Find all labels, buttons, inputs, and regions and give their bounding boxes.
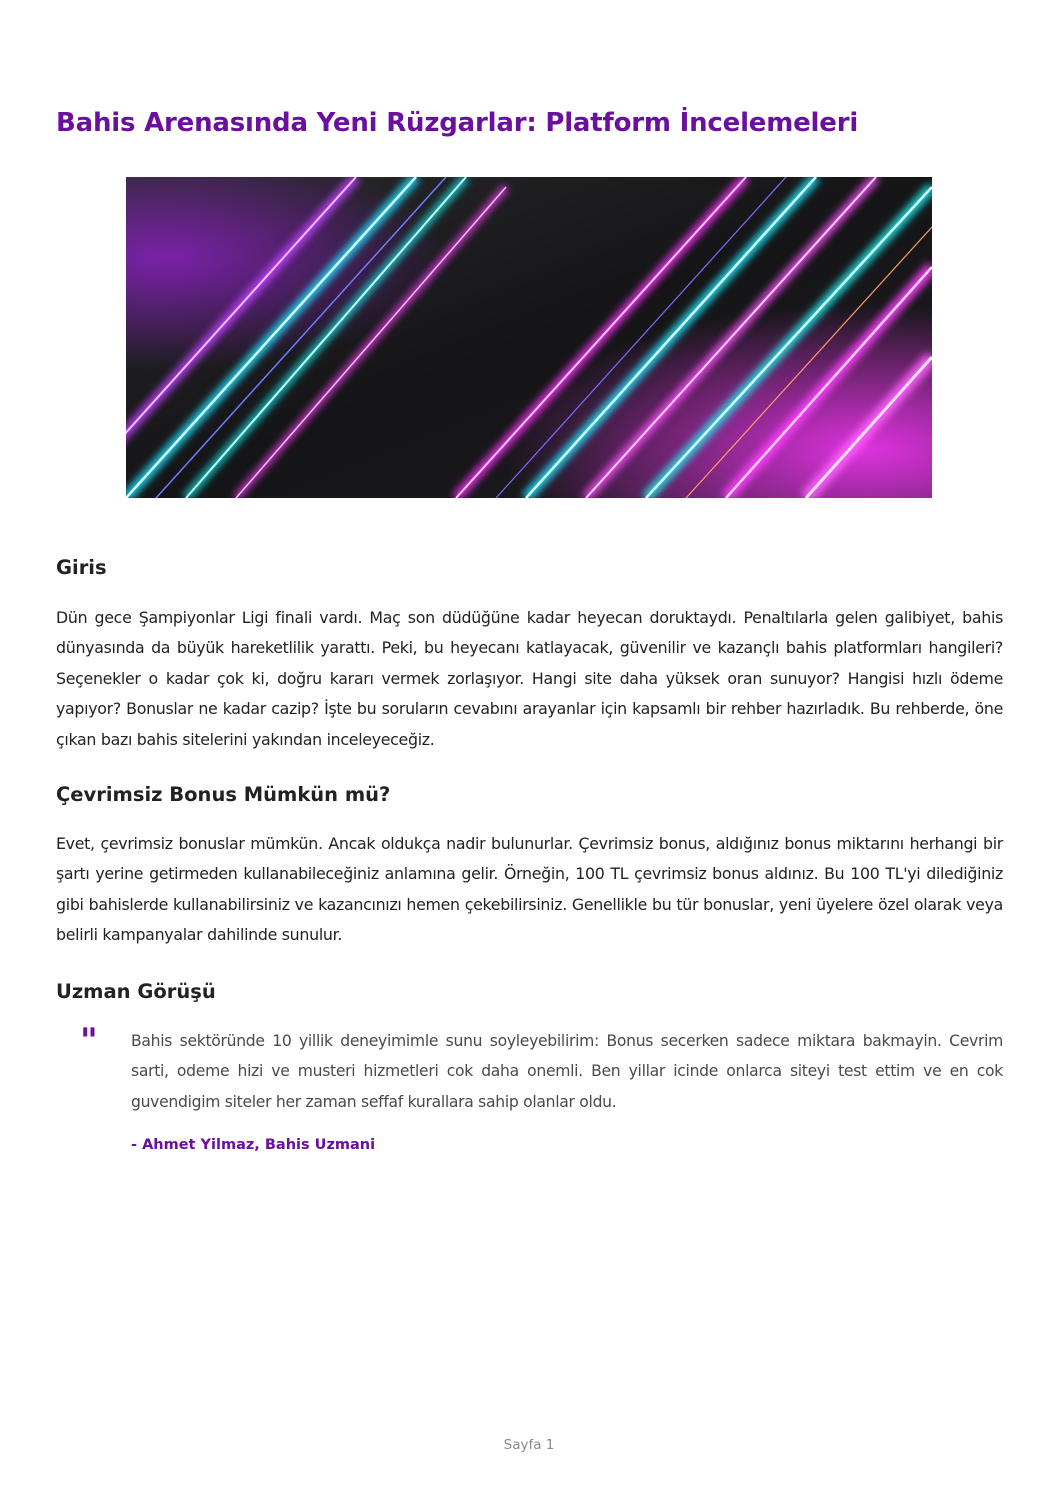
section-heading: Uzman Görüşü: [56, 980, 216, 1003]
section-heading: Çevrimsiz Bonus Mümkün mü?: [56, 783, 391, 806]
section-bonus: [56, 783, 1003, 806]
section-paragraph: Evet, çevrimsiz bonuslar mümkün. Ancak oldukça nadir bulunurlar. Çevrimsiz bonus, aldığınız bonus miktarını herhangi bir şartı yerine getirmeden kullanabileceğiniz anlamına gelir. Örneğin, 100 TL çevrimsiz bonus aldınız. Bu 100 TL'yi dilediğiniz gibi bahislerde kullanabilirsiniz ve kazancınızı hemen çekebilirsiniz. Genellikle bu tür bonuslar, yeni üyelere özel olarak veya belirli kampanyalar dahilinde sunulur.: [56, 834, 1003, 945]
page-title: Bahis Arenasında Yeni Rüzgarlar: Platform İncelemeleri: [56, 108, 859, 138]
page-number: Sayfa 1: [503, 1437, 555, 1453]
section-intro: [56, 556, 1003, 579]
section-heading: Giris: [56, 556, 107, 579]
quote-author: - Ahmet Yilmaz, Bahis Uzmani: [131, 1137, 376, 1153]
section-expert: [56, 980, 1003, 1003]
section-intro-body: [56, 603, 1003, 755]
hero-image: [126, 177, 932, 498]
section-paragraph: Dün gece Şampiyonlar Ligi finali vardı. Maç son düdüğüne kadar heyecan doruktaydı. Penaltılarla gelen galibiyet, bahis dünyasında da büyük hareketlilik yarattı. Peki, bu heyecanı katlayacak, güvenilir ve kazançlı bahis platformları hangileri? Seçenekler o kadar çok ki, doğru kararı vermek zorlaşıyor. Hangi site daha yüksek oran sunuyor? Hangisi hızlı ödeme yapıyor? Bonuslar ne kadar cazip? İşte bu soruların cevabını arayanlar için kapsamlı bir rehber hazırladık. Bu rehberde, öne çıkan bazı bahis sitelerini yakından inceleyeceğiz.: [56, 608, 1003, 749]
section-bonus-body: [56, 829, 1003, 951]
quote-mark-icon: ": [80, 1021, 98, 1061]
quote-text: Bahis sektöründe 10 yillik deneyimimle sunu soyleyebilirim: Bonus secerken sadece miktara bakmayin. Cevrim sarti, odeme hizi ve musteri hizmetleri cok daha onemli. Ben yillar icinde onlarca siteyi test ettim ve en cok guvendigim siteler her zaman seffaf kurallara sahip olanlar oldu.: [131, 1032, 1003, 1111]
